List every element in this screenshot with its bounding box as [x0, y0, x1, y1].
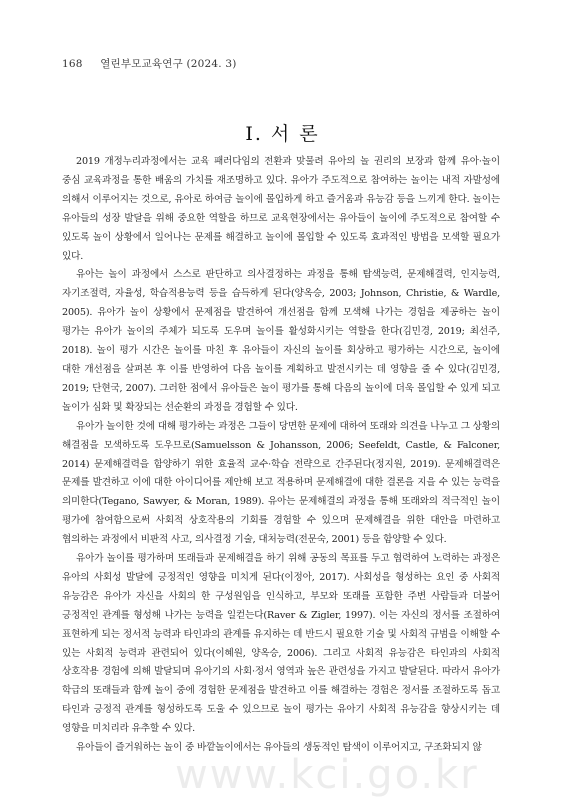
body-text: [62, 153, 500, 758]
paragraph: 유아가 놀이한 것에 대해 평가하는 과정은 그들이 당면한 문제에 대하여 또래와 의견을 나누고 그 상황의 해결점을 모색하도록 도우므로(Samuelsson & Johansson, 2006; Seefeldt, Castle, & Falconer, 2014) 문제해결력을 함양하기 위한 효율적 교수·학습 전략으로 간주된다(정지원, 2019). 문제해결력은 문제를 발견하고 이에 대한 아이디어를 제안해 보고 적용하며 문제해결에 대한 결론을 지을 수 있는 능력을 의미한다(Tegano, Sawyer, & Moran, 1989). 유아는 문제해결의 과정을 통해 또래와의 적극적인 놀이 평가에 참여함으로써 사회적 상호작용의 기회를 경험할 수 있으며 문제해결을 위한 대안을 마련하고 협의하는 과정에서 비판적 사고, 의사결정 기술, 대처능력(전문숙, 2001) 등을 함양할 수 있다.: [62, 420, 500, 546]
journal-name: 열린부모교육연구 (2024. 3): [100, 58, 237, 70]
page-number: 168: [62, 58, 83, 70]
running-header: [62, 56, 237, 71]
watermark: www.kci.go.kr: [175, 752, 479, 798]
paragraph: 2019 개정누리과정에서는 교육 패러다임의 전환과 맞물려 유아의 놀 권리의 보장과 함께 유아·놀이 중심 교육과정을 통한 배움의 가치를 재조명하고 있다. 유아가 주도적으로 참여하는 놀이는 내적 자발성에 의해서 이루어지는 것으로, 유아로 하여금 놀이에 몰입하게 하고 즐거움과 유능감 등을 느끼게 한다. 놀이는 유아들의 성장 발달을 위해 중요한 역할을 하므로 교육현장에서는 유아들이 놀이에 주도적으로 참여할 수 있도록 놀이 상황에서 일어나는 문제를 해결하고 놀이에 몰입할 수 있도록 효과적인 방법을 모색할 필요가 있다.: [62, 156, 500, 262]
section-title: Ⅰ. 서 론: [245, 123, 320, 145]
paragraph: 유아는 놀이 과정에서 스스로 판단하고 의사결정하는 과정을 통해 탐색능력, 문제해결력, 인지능력, 자기조절력, 자율성, 학습적용능력 등을 습득하게 된다(양옥승, 2003; Johnson, Christie, & Wardle, 2005). 유아가 놀이 상황에서 문제점을 발견하여 개선점을 함께 모색해 나가는 경험을 제공하는 놀이 평가는 유아가 놀이의 주체가 되도록 도우며 놀이를 활성화시키는 역할을 한다(김민경, 2019; 최선주, 2018). 놀이 평가 시간은 놀이를 마친 후 유아들이 자신의 놀이를 회상하고 평가하는 시간으로, 놀이에 대한 개선점을 살펴본 후 이를 반영하여 다음 놀이를 계획하고 발전시키는 데 영향을 줄 수 있다(김민경, 2019; 단현국, 2007). 그러한 점에서 유아들은 놀이 평가를 통해 다음의 놀이에 더욱 몰입할 수 있게 되고 놀이가 심화 및 확장되는 선순환의 과정을 경험할 수 있다.: [62, 269, 500, 413]
paragraph: 유아가 놀이를 평가하며 또래들과 문제해결을 하기 위해 공동의 목표를 두고 협력하여 노력하는 과정은 유아의 사회성 발달에 긍정적인 영향을 미치게 된다(이정아, 2017). 사회성을 형성하는 요인 중 사회적 유능감은 유아가 자신을 사회의 한 구성원임을 인식하고, 부모와 또래를 포함한 주변 사람들과 더불어 긍정적인 관계를 형성해 나가는 능력을 일컫는다(Raver & Zigler, 1997). 이는 자신의 정서를 조절하여 표현하게 되는 정서적 능력과 타인과의 관계를 유지하는 데 반드시 필요한 기술 및 사회적 규범을 이해할 수 있는 사회적 능력과 관련되어 있다(이혜원, 양옥승, 2006). 그리고 사회적 유능감은 타인과의 사회적 상호작용 경험에 의해 발달되며 유아기의 사회·정서 영역과 높은 관련성을 가지고 발달된다. 따라서 유아가 학급의 또래들과 함께 놀이 중에 경험한 문제점을 발견하고 이를 해결하는 경험은 정서를 조절하도록 돕고 타인과 긍정적 관계를 형성하도록 도울 수 있으므로 놀이 평가는 유아기 사회적 유능감을 향상시키는 데 영향을 미치리라 유추할 수 있다.: [62, 553, 500, 735]
paragraph: 유아들이 즐거워하는 놀이 중 바깥놀이에서는 유아들의 생동적인 탐색이 이루어지고, 구조화되지 않: [76, 742, 482, 754]
